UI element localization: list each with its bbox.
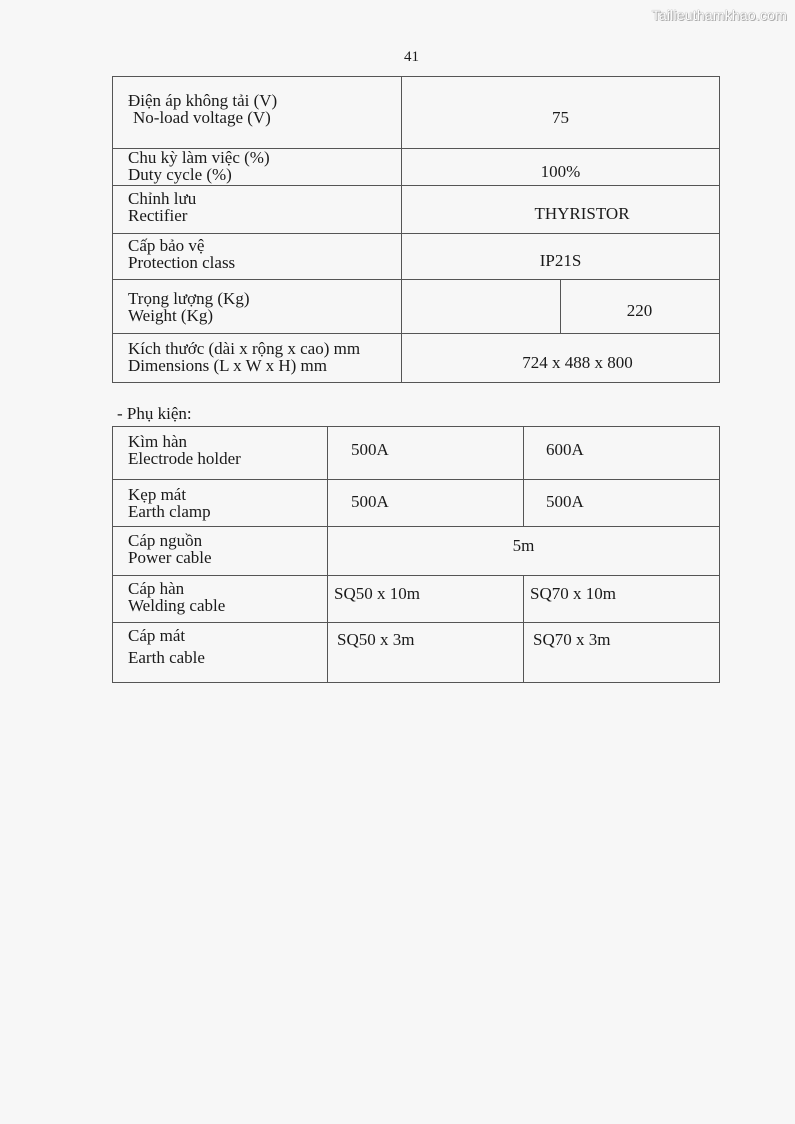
spec-label-en: No-load voltage (V) <box>133 108 271 127</box>
accessory-value: 500A <box>351 492 389 511</box>
accessory-label-vi: Kẹp mát <box>128 485 187 504</box>
accessory-value: 500A <box>351 440 389 459</box>
watermark: Tailieuthamkhao.com <box>651 7 787 23</box>
table-row <box>113 576 720 623</box>
accessory-value-cell <box>524 623 720 683</box>
spec-label-cell <box>113 149 402 186</box>
spec-label-vi: Trọng lượng (Kg) <box>128 289 250 308</box>
spec-label-cell <box>113 234 402 280</box>
spec-label-vi: Kích thước (dài x rộng x cao) mm <box>128 339 361 358</box>
accessory-label-en: Electrode holder <box>128 449 241 468</box>
spec-label-en: Protection class <box>128 253 236 272</box>
accessory-value-cell <box>328 427 524 480</box>
spec-label-en: Rectifier <box>128 206 188 225</box>
accessory-label-vi: Cáp nguồn <box>128 531 203 550</box>
table-row <box>113 280 720 334</box>
accessory-label-cell <box>113 427 328 480</box>
page-number: 41 <box>404 49 419 65</box>
spec-value-cell <box>402 186 720 234</box>
accessory-label-cell <box>113 480 328 527</box>
accessories-heading: - Phụ kiện: <box>117 404 192 423</box>
accessory-value: 600A <box>546 440 584 459</box>
accessory-value-cell <box>328 576 524 623</box>
spec-value: 75 <box>552 108 569 127</box>
spec-value-cell <box>402 149 720 186</box>
accessory-value-cell <box>524 576 720 623</box>
table-row <box>113 527 720 576</box>
accessory-label-en: Earth clamp <box>128 502 211 521</box>
accessory-label-cell <box>113 623 328 683</box>
spec-label-cell <box>113 77 402 149</box>
spec-value: 100% <box>540 162 581 181</box>
accessories-table <box>112 426 720 683</box>
spec-value: THYRISTOR <box>534 204 630 223</box>
accessory-value: 500A <box>546 492 584 511</box>
accessory-label-en: Earth cable <box>128 648 205 667</box>
accessory-value: SQ50 x 3m <box>337 630 415 649</box>
accessory-label-cell <box>113 527 328 576</box>
spec-label-en: Dimensions (L x W x H) mm <box>128 356 327 375</box>
accessory-value: SQ50 x 10m <box>334 584 420 603</box>
spec-label-vi: Chu kỳ làm việc (%) <box>128 148 270 167</box>
table-row <box>113 234 720 280</box>
spec-label-vi: Chỉnh lưu <box>128 189 197 208</box>
spec-table <box>112 76 720 383</box>
accessory-label-en: Power cable <box>128 548 212 567</box>
accessory-value-cell <box>328 480 524 527</box>
spec-label-cell <box>113 186 402 234</box>
spec-value-cell <box>402 280 720 334</box>
spec-value: IP21S <box>539 251 582 270</box>
accessory-label-vi: Cáp mát <box>128 626 186 645</box>
spec-label-en: Duty cycle (%) <box>128 165 232 184</box>
table-row <box>113 149 720 186</box>
accessory-label-en: Welding cable <box>128 596 226 615</box>
accessory-label-vi: Cáp hàn <box>128 579 185 598</box>
table-row <box>113 186 720 234</box>
table-row <box>113 480 720 527</box>
accessory-value-cell <box>328 527 720 576</box>
spec-label-vi: Cấp bảo vệ <box>128 236 205 255</box>
spec-value-cell <box>402 77 720 149</box>
spec-label-vi: Điện áp không tải (V) <box>128 91 278 110</box>
table-row <box>113 427 720 480</box>
spec-value-cell <box>402 234 720 280</box>
accessory-label-cell <box>113 576 328 623</box>
table-row <box>113 623 720 683</box>
spec-label-cell <box>113 334 402 383</box>
spec-value-cell <box>402 334 720 383</box>
accessory-value: SQ70 x 3m <box>533 630 611 649</box>
spec-label-en: Weight (Kg) <box>128 306 214 325</box>
spec-label-cell <box>113 280 402 334</box>
accessory-value-cell <box>524 480 720 527</box>
accessory-value-cell <box>524 427 720 480</box>
accessory-value-cell <box>328 623 524 683</box>
accessory-value: SQ70 x 10m <box>530 584 616 603</box>
accessory-value: 5m <box>512 536 535 555</box>
accessory-label-vi: Kìm hàn <box>128 432 188 451</box>
table-row <box>113 77 720 149</box>
spec-value: 220 <box>626 301 653 320</box>
spec-value: 724 x 488 x 800 <box>522 353 633 372</box>
table-row <box>113 334 720 383</box>
